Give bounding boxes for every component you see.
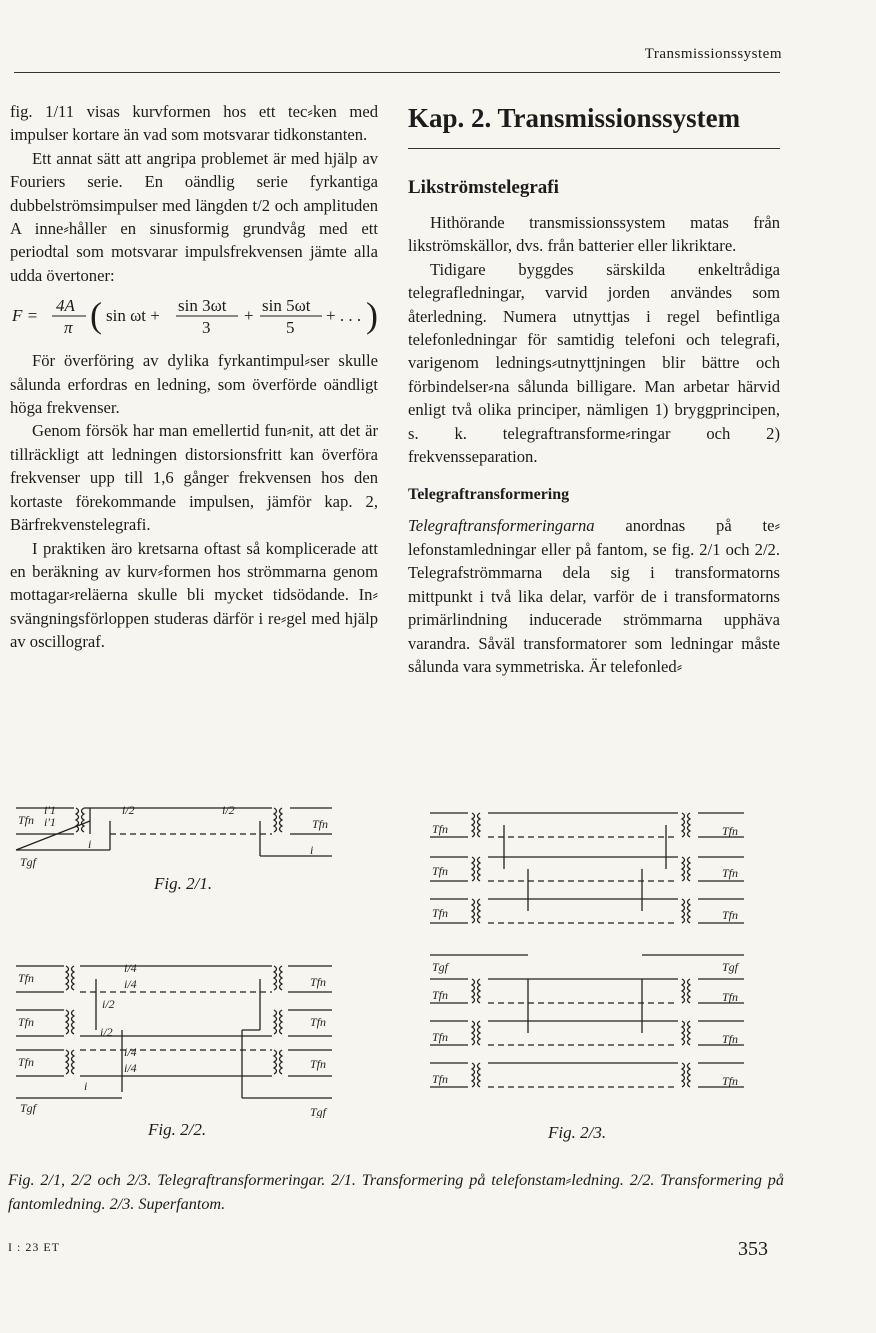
figure-caption: Fig. 2/1, 2/2 och 2/3. Telegraftransformeringar. 2/1. Transformering på telefonstam⸗ledning. 2/2. Transformering på fantomledning. 2/3. Superfantom. — [8, 1171, 784, 1213]
fig2-i: i — [84, 1079, 88, 1093]
formula-graphic — [10, 291, 378, 343]
formula-term1: sin ωt + — [106, 306, 160, 326]
formula-tail: + . . . — [326, 306, 362, 326]
subsection-title: Telegraftransformering — [408, 486, 570, 504]
fig3-tfn-left-5: Tfn — [432, 1030, 449, 1044]
left-paragraph-2: Ett annat sätt att angripa problemet är med hjälp av Fouriers serie. En oändlig serie fyrkantiga dubbelströmsimpulser med längden t/2 och amplituden A inne⸗håller en sinusformig grundvåg med ett periodtal som motsvarar impulsfrekvensen jämte alla udda övertoner: — [10, 148, 378, 285]
fig2-iquarter-3: i/4 — [124, 1045, 137, 1059]
section-title: Likströmstelegrafi — [408, 177, 559, 198]
left-column — [10, 100, 378, 654]
fig3-tfn-left-3: Tfn — [432, 906, 449, 920]
fig2-tgf-left: Tgf — [20, 1101, 37, 1115]
figure-2-2-diagram — [14, 958, 344, 1118]
fig3-tfn-right-4: Tfn — [722, 990, 739, 1004]
figure-2-3-label: Fig. 2/3. — [548, 1123, 607, 1142]
fig1-ihalf-left: i/2 — [122, 803, 135, 817]
fig2-iquarter-4: i/4 — [124, 1061, 137, 1075]
footer-signature-mark: I : 23 ET — [8, 1240, 60, 1254]
fig3-tfn-left-1: Tfn — [432, 822, 449, 836]
right-paragraph-2: Tidigare byggdes särskilda enkeltrådiga telegrafledningar, varvid jorden användes som återledning. Numera utnyttjas i regel befintliga telefonledningar för samtidig telefoni och telegrafi, varigenom lednings⸗utnyttjningen blir bättre och förbindelser⸗na sålunda billigare. Man arbetar härvid enligt två olika principer, nämligen 1) bryggprincipen, s. k. telegraftransforme⸗ringar och 2) frekvensseparation. — [408, 259, 780, 467]
right-paragraph-1: Hithörande transmissionssystem matas från likströmskällor, dvs. från batterier eller likriktare. — [408, 213, 780, 256]
fig1-tgf: Tgf — [20, 855, 37, 869]
formula-paren-open: ( — [90, 295, 102, 336]
left-paragraph-3: För överföring av dylika fyrkantimpul⸗ser skulle sålunda erfordras en ledning, som överförde oändligt höga frekvenser. — [10, 351, 378, 418]
fig2-tfn-left-1: Tfn — [18, 971, 35, 985]
page-number: 353 — [738, 1238, 768, 1260]
fig3-tfn-right-2: Tfn — [722, 866, 739, 880]
fig1-tfn-left: Tfn — [18, 813, 35, 827]
fig3-tfn-right-6: Tfn — [722, 1074, 739, 1088]
figure-2-1-label: Fig. 2/1. — [154, 874, 213, 893]
left-paragraph-5: I praktiken äro kretsarna oftast så komplicerade att en beräkning av kurv⸗formen hos strömmarna genom mottagar⸗reläerna skulle bli mycket tidsödande. In⸗svängningsförloppen studeras därför i re⸗gel med hjälp av oscillograf. — [10, 538, 378, 652]
figure-2-2-label: Fig. 2/2. — [148, 1120, 207, 1139]
formula-frac3-num: sin 5ωt — [262, 296, 311, 316]
running-title: Transmissionssystem — [644, 46, 782, 62]
fig2-iquarter-2: i/4 — [124, 977, 137, 991]
figure-2-3 — [428, 805, 748, 1142]
fig2-tgf-right: Tgf — [310, 1105, 327, 1118]
fig3-tfn-right-5: Tfn — [722, 1032, 739, 1046]
fig2-ihalf-1: i/2 — [102, 997, 115, 1011]
right-column — [408, 100, 780, 678]
formula-frac3-den: 5 — [286, 318, 295, 338]
fig1-i-left: i — [88, 837, 92, 851]
right-paragraph-3 — [408, 514, 780, 678]
right-paragraph-3-rest: anordnas på te⸗lefonstamledningar eller på fantom, se fig. 2/1 och 2/2. Telegrafströmmarna dela sig i transformatorns mittpunkt i två lika delar, varför de i transformatorns primärlindning inducerade strömmarna upphäva varandra. Såväl transformatorer som ledningar måste sålunda vara symmetriska. Är telefonled⸗ — [408, 516, 780, 676]
fig1-ihalf-right: i/2 — [222, 803, 235, 817]
fig2-ihalf-2: i/2 — [100, 1025, 113, 1039]
fig2-tfn-right-2: Tfn — [310, 1015, 327, 1029]
formula-coef-den: π — [64, 318, 73, 338]
fig2-tfn-left-2: Tfn — [18, 1015, 35, 1029]
header-rule — [14, 72, 780, 73]
figure-2-3-diagram — [428, 805, 748, 1117]
formula-paren-close: ) — [366, 295, 378, 336]
emphasis-term: Telegraftransformeringarna — [408, 516, 595, 536]
fig1-i-right: i — [310, 843, 314, 857]
formula-coef-num: 4A — [56, 296, 75, 316]
fig3-tfn-right-3: Tfn — [722, 908, 739, 922]
fig2-tfn-right-1: Tfn — [310, 975, 327, 989]
fig3-tgf-right: Tgf — [722, 960, 739, 974]
figure-2-1 — [14, 800, 344, 893]
chapter-rule — [408, 148, 780, 149]
fig3-tfn-left-4: Tfn — [432, 988, 449, 1002]
fig2-iquarter-1: i/4 — [124, 961, 137, 975]
formula-plus: + — [244, 306, 254, 326]
formula-frac2-num: sin 3ωt — [178, 296, 227, 316]
figure-2-2 — [14, 958, 344, 1139]
fig1-i2: i'1 — [44, 815, 56, 829]
figure-2-1-diagram — [14, 800, 344, 870]
fig3-tfn-right-1: Tfn — [722, 824, 739, 838]
fig1-i1: i'1 — [44, 803, 56, 817]
formula-lhs: F = — [12, 306, 39, 326]
chapter-title: Kap. 2. Transmissionssystem — [408, 103, 741, 133]
fig1-tfn-right: Tfn — [312, 817, 329, 831]
left-paragraph-4: Genom försök har man emellertid fun⸗nit, att det är tillräckligt att ledningen distorsionsfritt kan överföra frekvenser upp till 1,6 gånger frekvensen hos den kortaste förekommande impulsen, jämför kap. 2, Bärfrekvenstelegrafi. — [10, 421, 378, 535]
fig3-tfn-left-2: Tfn — [432, 864, 449, 878]
fig2-tfn-right-3: Tfn — [310, 1057, 327, 1071]
fig2-tfn-left-3: Tfn — [18, 1055, 35, 1069]
left-paragraph-1: fig. 1/11 visas kurvformen hos ett tec⸗ken med impulser kortare än vad som motsvarar tidkonstanten. — [10, 102, 378, 145]
formula-frac2-den: 3 — [202, 318, 211, 338]
fourier-formula — [10, 291, 378, 343]
fig3-tgf-left: Tgf — [432, 960, 449, 974]
fig3-tfn-left-6: Tfn — [432, 1072, 449, 1086]
